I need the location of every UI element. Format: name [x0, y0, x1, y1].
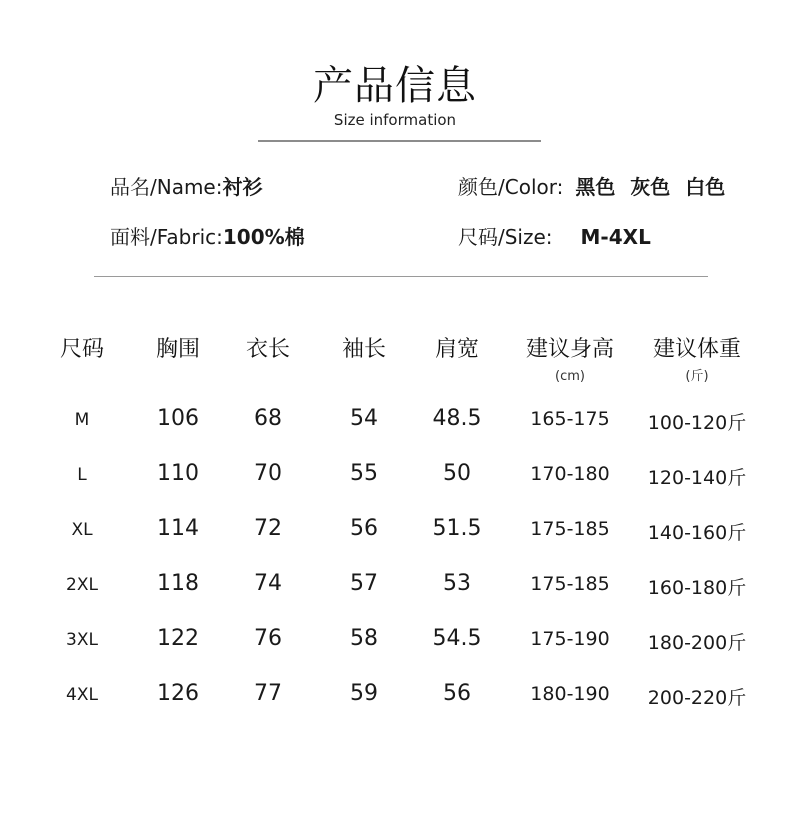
- info-color-label: 颜色/Color:: [458, 175, 564, 199]
- page-title: 产品信息: [313, 63, 477, 109]
- table-cell: 54.5: [432, 626, 482, 651]
- table-cell: 165-175: [530, 408, 610, 430]
- table-cell: 68: [254, 406, 282, 431]
- table-cell: 100-120斤: [647, 412, 747, 434]
- table-cell: 122: [157, 626, 199, 651]
- table-cell: 58: [350, 626, 378, 651]
- table-cell: 51.5: [432, 516, 482, 541]
- table-cell: 140-160斤: [647, 522, 747, 544]
- table-cell: 48.5: [432, 406, 482, 431]
- table-cell: 77: [254, 681, 282, 706]
- table-cell: 56: [350, 516, 378, 541]
- table-cell: 175-190: [530, 628, 610, 650]
- table-cell: 2XL: [66, 575, 98, 595]
- table-cell: 54: [350, 406, 378, 431]
- table-cell: 74: [254, 571, 282, 596]
- table-cell: 118: [157, 571, 199, 596]
- info-color: [458, 174, 725, 200]
- table-cell: 53: [443, 571, 471, 596]
- info-name-value: 衬衫: [222, 175, 263, 199]
- info-fabric-label: 面料/Fabric:: [110, 225, 223, 249]
- table-cell: 126: [157, 681, 199, 706]
- table-cell: 76: [254, 626, 282, 651]
- table-cell: 200-220斤: [647, 687, 747, 709]
- table-cell: XL: [71, 520, 93, 540]
- table-cell: 175-185: [530, 518, 610, 540]
- info-name-label: 品名/Name:: [110, 175, 223, 199]
- table-cell: 55: [350, 461, 378, 486]
- info-fabric: [110, 224, 305, 250]
- column-header: 袖长: [341, 337, 387, 362]
- info-name: [110, 174, 262, 200]
- table-cell: 114: [157, 516, 199, 541]
- info-size-value: M-4XL: [580, 225, 651, 249]
- table-cell: M: [74, 410, 90, 430]
- table-cell: 160-180斤: [647, 577, 747, 599]
- table-cell: 72: [254, 516, 282, 541]
- table-cell: 175-185: [530, 573, 610, 595]
- column-header: 建议体重: [652, 337, 742, 362]
- column-unit: (斤): [685, 369, 709, 384]
- table-cell: 70: [254, 461, 282, 486]
- table-cell: 57: [350, 571, 378, 596]
- table-cell: 50: [443, 461, 471, 486]
- info-divider: [94, 276, 708, 277]
- table-cell: 3XL: [66, 630, 98, 650]
- column-header: 建议身高: [525, 337, 615, 362]
- page-subtitle: Size information: [333, 111, 457, 129]
- info-color-value: 黑色 灰色 白色: [575, 175, 726, 199]
- column-header: 尺码: [59, 337, 105, 362]
- table-cell: 180-190: [530, 683, 610, 705]
- info-size: [458, 224, 651, 250]
- table-cell: 56: [443, 681, 471, 706]
- table-cell: 4XL: [66, 685, 98, 705]
- table-cell: 110: [157, 461, 199, 486]
- info-size-label: 尺码/Size:: [458, 225, 553, 249]
- column-header: 胸围: [155, 337, 201, 362]
- table-cell: 120-140斤: [647, 467, 747, 489]
- column-header: 肩宽: [434, 337, 480, 362]
- column-header: 衣长: [245, 337, 291, 362]
- column-unit: (cm): [555, 369, 585, 384]
- table-cell: 170-180: [530, 463, 610, 485]
- info-fabric-value: 100%棉: [222, 225, 305, 249]
- table-cell: 106: [157, 406, 199, 431]
- table-cell: 180-200斤: [647, 632, 747, 654]
- table-cell: L: [77, 465, 87, 485]
- title-divider: [258, 140, 541, 142]
- table-cell: 59: [350, 681, 378, 706]
